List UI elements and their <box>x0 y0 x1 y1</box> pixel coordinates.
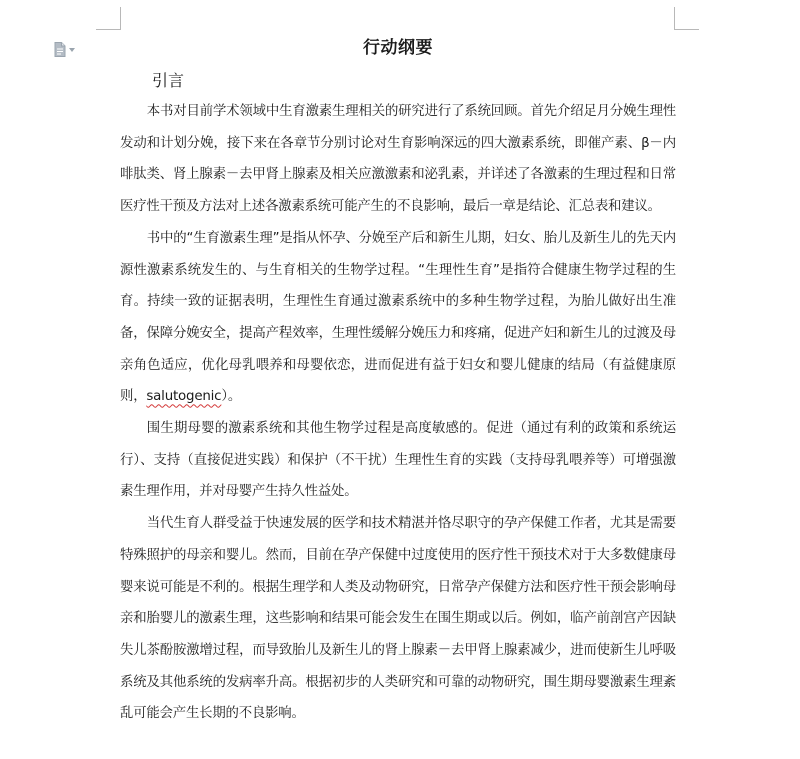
paragraph-2-tail: ）。 <box>221 389 242 405</box>
page-margin-mark-top-right <box>674 7 699 30</box>
dropdown-arrow-icon <box>69 48 75 52</box>
section-heading: 引言 <box>152 71 185 90</box>
page-margin-mark-top-left <box>96 7 121 30</box>
document-page <box>120 30 676 730</box>
spelling-flagged-word[interactable]: salutogenic <box>146 389 222 405</box>
paragraph-2-text: 书中的“生育激素生理”是指从怀孕、分娩至产后和新生儿期，妇女、胎儿及新生儿的先天内源性激素系统发生的、与生育相关的生物学过程。“生理性生育”是指符合健康生物学过程的生育。持续一致的证据表明，生理性生育通过激素系统中的多种生物学过程，为胎儿做好出生准备，保障分娩安全，提高产程效率，生理性缓解分娩压力和疼痛，促进产妇和新生儿的过渡及母亲角色适应，优化母乳喂养和母婴依恋，进而促进有益于妇女和婴儿健康的结局（有益健康原则， <box>120 230 676 405</box>
document-title: 行动纲要 <box>363 38 433 58</box>
document-options-button[interactable] <box>54 40 82 58</box>
paragraph-3: 围生期母婴的激素系统和其他生物学过程是高度敏感的。促进（通过有利的政策和系统运行）、支持（直接促进实践）和保护（不干扰）生理性生育的实践（支持母乳喂养等）可增强激素生理作用，并对母婴产生持久性益处。 <box>120 421 676 500</box>
paragraph-2 <box>120 223 676 413</box>
paragraph-1: 本书对目前学术领域中生育激素生理相关的研究进行了系统回顾。首先介绍足月分娩生理性发动和计划分娩，接下来在各章节分别讨论对生育影响深远的四大激素系统，即催产素、β－内啡肽类、肾上腺素－去甲肾上腺素及相关应激激素和泌乳素，并详述了各激素的生理过程和日常医疗性干预及方法对上述各激素系统可能产生的不良影响，最后一章是结论、汇总表和建议。 <box>120 104 676 215</box>
document-icon <box>54 42 66 57</box>
paragraph-4: 当代生育人群受益于快速发展的医学和技术精湛并恪尽职守的孕产保健工作者，尤其是需要特殊照护的母亲和婴儿。然而，目前在孕产保健中过度使用的医疗性干预技术对于大多数健康母婴来说可能是不利的。根据生理学和人类及动物研究，日常孕产保健方法和医疗性干预会影响母亲和胎婴儿的激素生理，这些影响和结果可能会发生在围生期或以后。例如，临产前剖宫产因缺失儿茶酚胺激增过程，而导致胎儿及新生儿的肾上腺素－去甲肾上腺素减少，进而使新生儿呼吸系统及其他系统的发病率升高。根据初步的人类研究和可靠的动物研究，围生期母婴激素生理紊乱可能会产生长期的不良影响。 <box>120 516 676 722</box>
